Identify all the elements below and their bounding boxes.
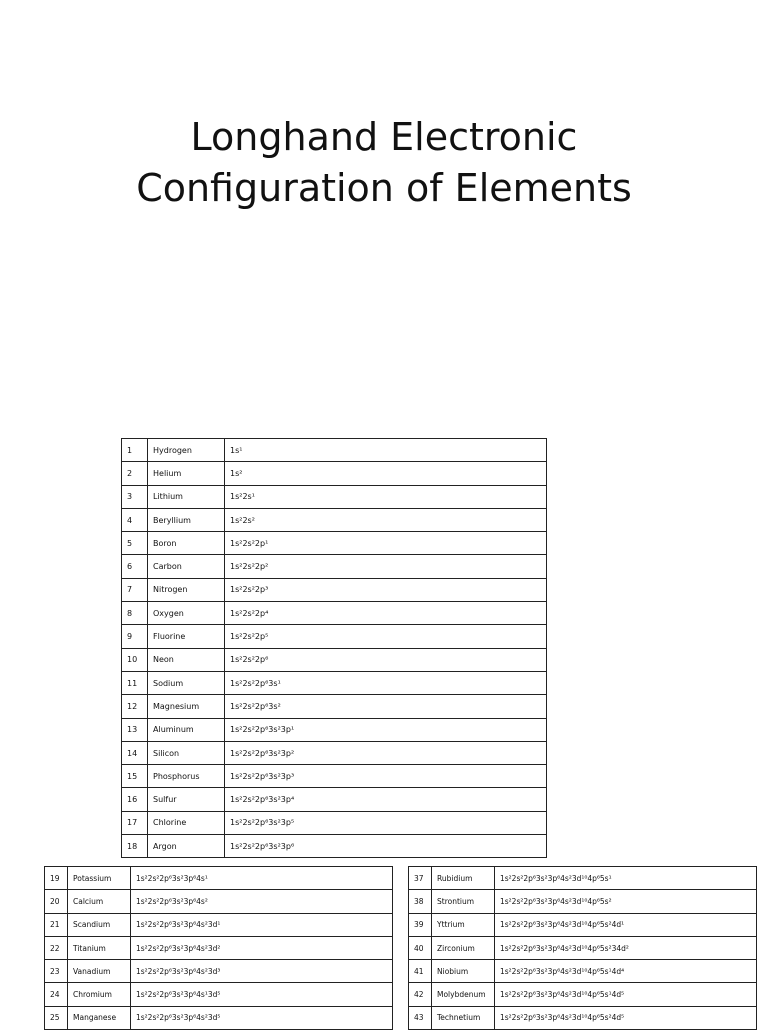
- electron-configuration: 1s²: [225, 462, 547, 485]
- element-name: Vanadium: [68, 960, 131, 983]
- table-row: [45, 913, 393, 936]
- electron-configuration: 1s²2s²2p⁶3s²3p⁶4s²3d¹⁰4p⁶5s²4d⁵: [495, 1006, 757, 1029]
- table-row: [45, 1006, 393, 1029]
- electron-configuration: 1s²2s²2p³: [225, 578, 547, 601]
- electron-configuration: 1s²2s²2p⁶3s²3p⁶4s²3d¹⁰4p⁶5s²4d¹: [495, 913, 757, 936]
- atomic-number: 5: [122, 532, 148, 555]
- table-row: [122, 462, 547, 485]
- atomic-number: 9: [122, 625, 148, 648]
- atomic-number: 14: [122, 741, 148, 764]
- table-row: [122, 835, 547, 858]
- table-row: [122, 555, 547, 578]
- atomic-number: 41: [409, 960, 432, 983]
- table-row: [122, 508, 547, 531]
- table-row: [122, 625, 547, 648]
- table-row: [45, 936, 393, 959]
- element-name: Phosphorus: [148, 765, 225, 788]
- elements-table-1-18: [121, 438, 547, 858]
- table-row: [122, 741, 547, 764]
- table-row: [122, 602, 547, 625]
- element-name: Chlorine: [148, 811, 225, 834]
- electron-configuration: 1s¹: [225, 439, 547, 462]
- electron-configuration: 1s²2s²2p¹: [225, 532, 547, 555]
- table-row: [122, 439, 547, 462]
- table-row: [409, 890, 757, 913]
- atomic-number: 22: [45, 936, 68, 959]
- table-row: [122, 718, 547, 741]
- element-name: Niobium: [432, 960, 495, 983]
- table-row: [122, 648, 547, 671]
- electron-configuration: 1s²2s²2p⁶3s²3p⁶4s²3d¹⁰4p⁶5s¹4d⁴: [495, 960, 757, 983]
- element-name: Manganese: [68, 1006, 131, 1029]
- element-name: Strontium: [432, 890, 495, 913]
- table-row: [409, 936, 757, 959]
- atomic-number: 43: [409, 1006, 432, 1029]
- title-line-2: Configuration of Elements: [136, 166, 632, 210]
- atomic-number: 42: [409, 983, 432, 1006]
- electron-configuration: 1s²2s²2p⁶3s²3p⁶4s²3d¹: [131, 913, 393, 936]
- electron-configuration: 1s²2s²2p⁶3s²3p¹: [225, 718, 547, 741]
- atomic-number: 6: [122, 555, 148, 578]
- element-name: Nitrogen: [148, 578, 225, 601]
- table-row: [122, 671, 547, 694]
- element-name: Sulfur: [148, 788, 225, 811]
- electron-configuration: 1s²2s²2p⁶3s²3p⁴: [225, 788, 547, 811]
- atomic-number: 21: [45, 913, 68, 936]
- electron-configuration: 1s²2s²2p⁶3s²3p³: [225, 765, 547, 788]
- atomic-number: 23: [45, 960, 68, 983]
- atomic-number: 12: [122, 695, 148, 718]
- element-name: Potassium: [68, 867, 131, 890]
- electron-configuration: 1s²2s²2p⁶3s²3p⁶4s²3d²: [131, 936, 393, 959]
- electron-configuration: 1s²2s²2p⁶3s²3p⁶4s²3d¹⁰4p⁶5s¹4d⁵: [495, 983, 757, 1006]
- element-name: Fluorine: [148, 625, 225, 648]
- electron-configuration: 1s²2s²2p⁶3s²3p⁶4s²3d¹⁰4p⁶5s¹: [495, 867, 757, 890]
- element-name: Sodium: [148, 671, 225, 694]
- electron-configuration: 1s²2s²2p²: [225, 555, 547, 578]
- table-row: [45, 983, 393, 1006]
- atomic-number: 8: [122, 602, 148, 625]
- title-line-1: Longhand Electronic: [190, 115, 578, 159]
- element-name: Aluminum: [148, 718, 225, 741]
- atomic-number: 15: [122, 765, 148, 788]
- table-row: [409, 983, 757, 1006]
- atomic-number: 10: [122, 648, 148, 671]
- electron-configuration: 1s²2s²2p⁶3s²3p⁶4s²: [131, 890, 393, 913]
- table-row: [122, 578, 547, 601]
- atomic-number: 24: [45, 983, 68, 1006]
- atomic-number: 18: [122, 835, 148, 858]
- element-name: Lithium: [148, 485, 225, 508]
- elements-table-19-25: [44, 866, 393, 1030]
- element-name: Yttrium: [432, 913, 495, 936]
- atomic-number: 20: [45, 890, 68, 913]
- atomic-number: 2: [122, 462, 148, 485]
- element-name: Oxygen: [148, 602, 225, 625]
- atomic-number: 3: [122, 485, 148, 508]
- atomic-number: 38: [409, 890, 432, 913]
- element-name: Carbon: [148, 555, 225, 578]
- element-name: Zirconium: [432, 936, 495, 959]
- element-name: Technetium: [432, 1006, 495, 1029]
- table-row: [122, 532, 547, 555]
- table-row: [122, 788, 547, 811]
- table-row: [45, 890, 393, 913]
- electron-configuration: 1s²2s²2p⁶3s²3p⁶4s²3d³: [131, 960, 393, 983]
- atomic-number: 4: [122, 508, 148, 531]
- table-row: [122, 811, 547, 834]
- table-row: [409, 1006, 757, 1029]
- atomic-number: 16: [122, 788, 148, 811]
- table-row: [409, 913, 757, 936]
- element-name: Silicon: [148, 741, 225, 764]
- electron-configuration: 1s²2s²2p⁶3s²3p⁶4s²3d¹⁰4p⁶5s²34d²: [495, 936, 757, 959]
- element-name: Magnesium: [148, 695, 225, 718]
- atomic-number: 39: [409, 913, 432, 936]
- atomic-number: 19: [45, 867, 68, 890]
- electron-configuration: 1s²2s²: [225, 508, 547, 531]
- element-name: Helium: [148, 462, 225, 485]
- table-row: [122, 485, 547, 508]
- table-row: [409, 960, 757, 983]
- element-name: Titanium: [68, 936, 131, 959]
- table-row: [45, 867, 393, 890]
- element-name: Rubidium: [432, 867, 495, 890]
- table-row: [122, 765, 547, 788]
- atomic-number: 40: [409, 936, 432, 959]
- atomic-number: 7: [122, 578, 148, 601]
- electron-configuration: 1s²2s²2p⁶: [225, 648, 547, 671]
- element-name: Calcium: [68, 890, 131, 913]
- atomic-number: 1: [122, 439, 148, 462]
- electron-configuration: 1s²2s²2p⁶3s²3p⁶4s²3d⁵: [131, 1006, 393, 1029]
- atomic-number: 11: [122, 671, 148, 694]
- element-name: Hydrogen: [148, 439, 225, 462]
- element-name: Argon: [148, 835, 225, 858]
- electron-configuration: 1s²2s²2p⁶3s²3p⁶4s¹: [131, 867, 393, 890]
- electron-configuration: 1s²2s²2p⁵: [225, 625, 547, 648]
- atomic-number: 13: [122, 718, 148, 741]
- table-row: [45, 960, 393, 983]
- element-name: Molybdenum: [432, 983, 495, 1006]
- electron-configuration: 1s²2s²2p⁶3s²: [225, 695, 547, 718]
- electron-configuration: 1s²2s¹: [225, 485, 547, 508]
- electron-configuration: 1s²2s²2p⁶3s²3p²: [225, 741, 547, 764]
- element-name: Boron: [148, 532, 225, 555]
- electron-configuration: 1s²2s²2p⁴: [225, 602, 547, 625]
- atomic-number: 37: [409, 867, 432, 890]
- element-name: Neon: [148, 648, 225, 671]
- element-name: Scandium: [68, 913, 131, 936]
- electron-configuration: 1s²2s²2p⁶3s²3p⁶4s¹3d⁵: [131, 983, 393, 1006]
- element-name: Beryllium: [148, 508, 225, 531]
- table-row: [122, 695, 547, 718]
- electron-configuration: 1s²2s²2p⁶3s¹: [225, 671, 547, 694]
- element-name: Chromium: [68, 983, 131, 1006]
- electron-configuration: 1s²2s²2p⁶3s²3p⁶: [225, 835, 547, 858]
- electron-configuration: 1s²2s²2p⁶3s²3p⁵: [225, 811, 547, 834]
- electron-configuration: 1s²2s²2p⁶3s²3p⁶4s²3d¹⁰4p⁶5s²: [495, 890, 757, 913]
- page-title: [0, 112, 768, 214]
- atomic-number: 17: [122, 811, 148, 834]
- elements-table-37-43: [408, 866, 757, 1030]
- table-row: [409, 867, 757, 890]
- atomic-number: 25: [45, 1006, 68, 1029]
